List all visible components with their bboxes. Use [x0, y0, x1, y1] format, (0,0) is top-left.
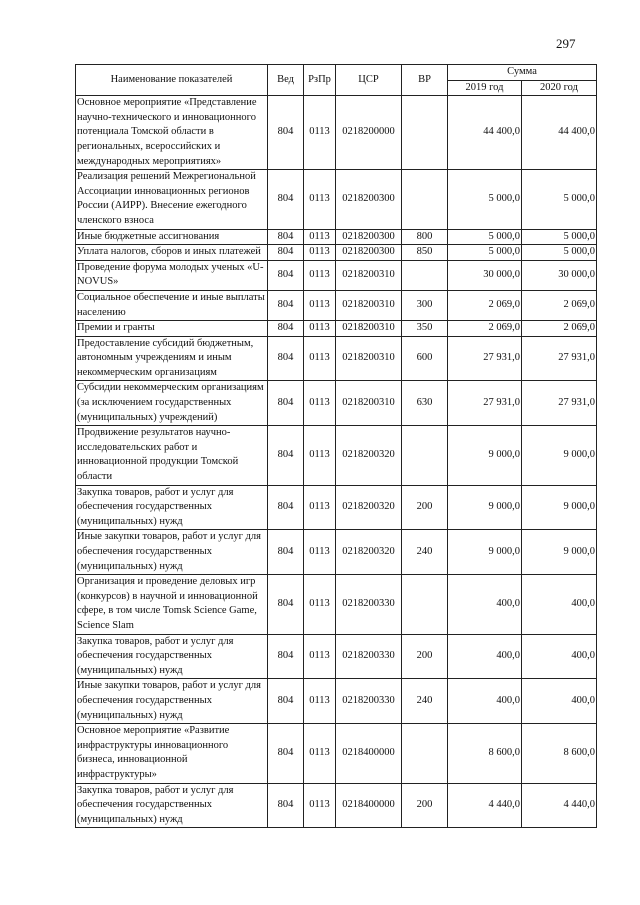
cell-ved: 804: [268, 724, 304, 783]
cell-name: Предоставление субсидий бюджетным, автономным учреждениям и иным некоммерческим организациям: [76, 336, 268, 381]
cell-rzpr: 0113: [304, 336, 336, 381]
cell-rzpr: 0113: [304, 381, 336, 426]
cell-rzpr: 0113: [304, 634, 336, 679]
cell-ved: 804: [268, 634, 304, 679]
cell-csr: 0218200330: [336, 679, 402, 724]
cell-sum-2020: 9 000,0: [522, 530, 597, 575]
cell-rzpr: 0113: [304, 260, 336, 290]
header-csr: ЦСР: [336, 65, 402, 96]
cell-sum-2020: 5 000,0: [522, 245, 597, 261]
cell-csr: 0218200310: [336, 260, 402, 290]
cell-csr: 0218200300: [336, 229, 402, 245]
cell-name: Премии и гранты: [76, 321, 268, 337]
cell-sum-2019: 9 000,0: [448, 530, 522, 575]
header-row: [76, 65, 597, 81]
cell-sum-2020: 5 000,0: [522, 229, 597, 245]
cell-rzpr: 0113: [304, 783, 336, 828]
table-row: [76, 96, 597, 170]
cell-vr: 630: [402, 381, 448, 426]
cell-ved: 804: [268, 260, 304, 290]
cell-sum-2019: 9 000,0: [448, 426, 522, 485]
cell-vr: 350: [402, 321, 448, 337]
cell-name: Закупка товаров, работ и услуг для обеспечения государственных (муниципальных) нужд: [76, 783, 268, 828]
cell-sum-2020: 2 069,0: [522, 321, 597, 337]
table-row: [76, 170, 597, 229]
cell-ved: 804: [268, 336, 304, 381]
cell-sum-2020: 4 440,0: [522, 783, 597, 828]
cell-rzpr: 0113: [304, 96, 336, 170]
cell-sum-2019: 30 000,0: [448, 260, 522, 290]
cell-sum-2019: 9 000,0: [448, 485, 522, 530]
table-row: [76, 679, 597, 724]
cell-name: Реализация решений Межрегиональной Ассоциации инновационных регионов России (АИРР). Внесение ежегодного членского взноса: [76, 170, 268, 229]
cell-csr: 0218200300: [336, 170, 402, 229]
cell-name: Основное мероприятие «Представление научно-технического и инновационного потенциала Томской области в региональных, всероссийских и международных мероприятиях»: [76, 96, 268, 170]
cell-csr: 0218200310: [336, 321, 402, 337]
cell-vr: [402, 724, 448, 783]
cell-vr: 200: [402, 783, 448, 828]
cell-vr: 200: [402, 634, 448, 679]
cell-csr: 0218200000: [336, 96, 402, 170]
cell-sum-2019: 2 069,0: [448, 321, 522, 337]
cell-sum-2020: 30 000,0: [522, 260, 597, 290]
cell-rzpr: 0113: [304, 575, 336, 634]
cell-sum-2020: 27 931,0: [522, 381, 597, 426]
header-rzpr: РзПр: [304, 65, 336, 96]
cell-ved: 804: [268, 783, 304, 828]
header-vr: ВР: [402, 65, 448, 96]
cell-name: Основное мероприятие «Развитие инфраструктуры инновационного бизнеса, инновационной инфраструктуры»: [76, 724, 268, 783]
cell-csr: 0218200310: [336, 336, 402, 381]
cell-vr: [402, 170, 448, 229]
cell-csr: 0218400000: [336, 783, 402, 828]
table-row: [76, 290, 597, 320]
cell-name: Иные бюджетные ассигнования: [76, 229, 268, 245]
table-row: [76, 245, 597, 261]
cell-csr: 0218200310: [336, 381, 402, 426]
table-row: [76, 634, 597, 679]
cell-rzpr: 0113: [304, 290, 336, 320]
cell-vr: 850: [402, 245, 448, 261]
cell-csr: 0218200320: [336, 530, 402, 575]
cell-csr: 0218200330: [336, 575, 402, 634]
cell-rzpr: 0113: [304, 321, 336, 337]
cell-ved: 804: [268, 679, 304, 724]
cell-vr: [402, 96, 448, 170]
cell-vr: 600: [402, 336, 448, 381]
cell-sum-2020: 9 000,0: [522, 426, 597, 485]
table-row: [76, 260, 597, 290]
header-name: Наименование показателей: [76, 65, 268, 96]
cell-ved: 804: [268, 530, 304, 575]
header-year-2019: 2019 год: [448, 80, 522, 96]
header-sum: Сумма: [448, 65, 597, 81]
cell-csr: 0218200330: [336, 634, 402, 679]
cell-sum-2019: 400,0: [448, 575, 522, 634]
table-row: [76, 485, 597, 530]
cell-ved: 804: [268, 96, 304, 170]
cell-sum-2019: 4 440,0: [448, 783, 522, 828]
cell-vr: [402, 260, 448, 290]
cell-ved: 804: [268, 426, 304, 485]
cell-sum-2019: 8 600,0: [448, 724, 522, 783]
cell-rzpr: 0113: [304, 724, 336, 783]
cell-rzpr: 0113: [304, 679, 336, 724]
cell-ved: 804: [268, 321, 304, 337]
table-row: [76, 381, 597, 426]
cell-name: Социальное обеспечение и иные выплаты населению: [76, 290, 268, 320]
cell-csr: 0218200320: [336, 426, 402, 485]
table-row: [76, 724, 597, 783]
cell-ved: 804: [268, 170, 304, 229]
cell-ved: 804: [268, 381, 304, 426]
header-ved: Вед: [268, 65, 304, 96]
cell-sum-2019: 27 931,0: [448, 381, 522, 426]
cell-vr: 240: [402, 530, 448, 575]
cell-name: Иные закупки товаров, работ и услуг для обеспечения государственных (муниципальных) нужд: [76, 679, 268, 724]
cell-sum-2019: 44 400,0: [448, 96, 522, 170]
cell-vr: [402, 575, 448, 634]
cell-name: Закупка товаров, работ и услуг для обеспечения государственных (муниципальных) нужд: [76, 634, 268, 679]
cell-csr: 0218200320: [336, 485, 402, 530]
cell-vr: 240: [402, 679, 448, 724]
cell-sum-2019: 5 000,0: [448, 245, 522, 261]
cell-rzpr: 0113: [304, 245, 336, 261]
cell-name: Иные закупки товаров, работ и услуг для обеспечения государственных (муниципальных) нужд: [76, 530, 268, 575]
table-row: [76, 229, 597, 245]
cell-rzpr: 0113: [304, 229, 336, 245]
budget-table: [75, 64, 597, 828]
table-row: [76, 336, 597, 381]
table-row: [76, 783, 597, 828]
table-row: [76, 530, 597, 575]
cell-sum-2020: 400,0: [522, 634, 597, 679]
cell-sum-2019: 27 931,0: [448, 336, 522, 381]
cell-sum-2019: 5 000,0: [448, 229, 522, 245]
cell-ved: 804: [268, 245, 304, 261]
cell-sum-2020: 8 600,0: [522, 724, 597, 783]
cell-sum-2020: 400,0: [522, 679, 597, 724]
cell-sum-2019: 400,0: [448, 679, 522, 724]
cell-name: Проведение форума молодых ученых «U-NOVUS»: [76, 260, 268, 290]
cell-sum-2020: 5 000,0: [522, 170, 597, 229]
cell-csr: 0218200310: [336, 290, 402, 320]
cell-name: Продвижение результатов научно-исследовательских работ и инновационной продукции Томской области: [76, 426, 268, 485]
table-row: [76, 426, 597, 485]
header-year-2020: 2020 год: [522, 80, 597, 96]
cell-sum-2019: 2 069,0: [448, 290, 522, 320]
cell-sum-2020: 44 400,0: [522, 96, 597, 170]
cell-sum-2020: 27 931,0: [522, 336, 597, 381]
cell-vr: 300: [402, 290, 448, 320]
table-row: [76, 321, 597, 337]
cell-sum-2020: 2 069,0: [522, 290, 597, 320]
cell-rzpr: 0113: [304, 485, 336, 530]
cell-name: Организация и проведение деловых игр (конкурсов) в научной и инновационной сфере, в том числе Tomsk Science Game, Science Slam: [76, 575, 268, 634]
cell-ved: 804: [268, 290, 304, 320]
cell-rzpr: 0113: [304, 530, 336, 575]
cell-vr: [402, 426, 448, 485]
cell-name: Субсидии некоммерческим организациям (за исключением государственных (муниципальных) учреждений): [76, 381, 268, 426]
cell-ved: 804: [268, 229, 304, 245]
cell-sum-2019: 400,0: [448, 634, 522, 679]
cell-rzpr: 0113: [304, 170, 336, 229]
cell-sum-2020: 400,0: [522, 575, 597, 634]
cell-name: Закупка товаров, работ и услуг для обеспечения государственных (муниципальных) нужд: [76, 485, 268, 530]
cell-name: Уплата налогов, сборов и иных платежей: [76, 245, 268, 261]
cell-sum-2019: 5 000,0: [448, 170, 522, 229]
table-row: [76, 575, 597, 634]
cell-ved: 804: [268, 575, 304, 634]
page-number: 297: [556, 36, 576, 51]
cell-sum-2020: 9 000,0: [522, 485, 597, 530]
cell-vr: 200: [402, 485, 448, 530]
cell-csr: 0218200300: [336, 245, 402, 261]
cell-ved: 804: [268, 485, 304, 530]
cell-csr: 0218400000: [336, 724, 402, 783]
cell-vr: 800: [402, 229, 448, 245]
cell-rzpr: 0113: [304, 426, 336, 485]
table-body: [76, 96, 597, 828]
